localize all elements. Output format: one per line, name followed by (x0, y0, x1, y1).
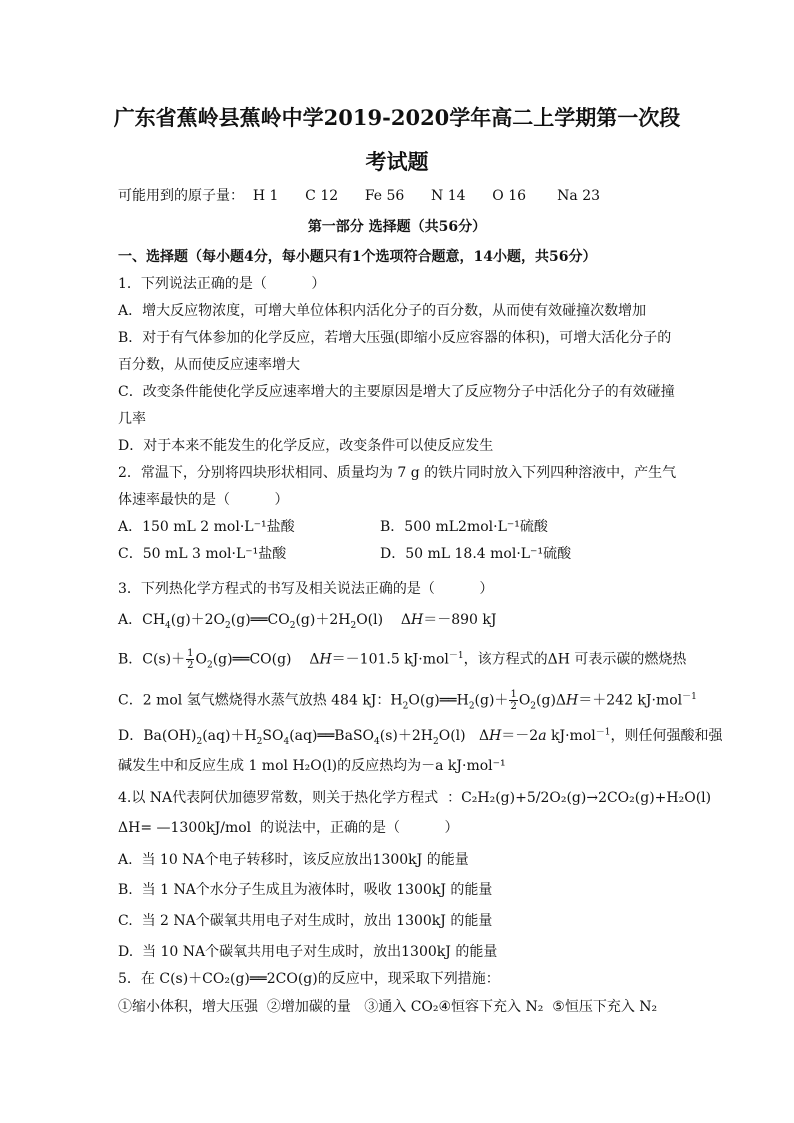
q1-option-b-line2: 百分数，从而使反应速率增大 (118, 357, 300, 373)
exam-title-line1: 广东省蕉岭县蕉岭中学2019-2020学年高二上学期第一次段 (113, 105, 681, 130)
q2-option-b: B．500 mL2mol·L⁻¹硫酸 (380, 519, 548, 535)
part-heading: 第一部分 选择题（共56分） (307, 219, 487, 235)
q4-option-b: B. 当 1 NA个水分子生成且为液体时，吸收 1300kJ 的能量 (118, 882, 493, 898)
q3-option-b-tail: ，该方程式的ΔH 可表示碳的燃烧热 (463, 651, 687, 668)
half-fraction: $\frac{1}{2}$ (510, 689, 517, 712)
q3-stem: 3．下列热化学方程式的书写及相关说法正确的是（ ） (118, 581, 494, 597)
q4-option-d: D. 当 10 NA个碳氧共用电子对生成时，放出1300kJ 的能量 (118, 944, 498, 960)
q2-option-a: A．150 mL 2 mol·L⁻¹盐酸 (118, 519, 295, 535)
q1-option-c-line1: C．改变条件能使化学反应速率增大的主要原因是增大了反应物分子中活化分子的有效碰撞 (118, 384, 675, 400)
q3-option-b: B．C(s)＋ $\frac{1}{2}$ $O_2(g)══CO(g)$ ΔH＝－101.5 kJ·mol$^{-1}$，该方程式的ΔH 可表示碳的燃烧热 (118, 648, 687, 671)
q2-option-c: C．50 mL 3 mol·L⁻¹盐酸 (118, 546, 287, 562)
q1-option-d: D．对于本来不能发生的化学反应，改变条件可以使反应发生 (118, 438, 494, 454)
q3-option-a: A．$CH_4(g)+2O_2(g)══CO_2(g)+2H_2O(l)$ ΔH＝－890 kJ (118, 612, 497, 631)
q4-option-a: A. 当 10 NA个电子转移时，该反应放出1300kJ 的能量 (118, 852, 469, 868)
q4-stem-line2: ΔH= —1300kJ/mol 的说法中，正确的是（ ） (118, 820, 459, 836)
section-heading: 一、选择题（每小题4分，每小题只有1个选项符合题意，14小题，共56分） (118, 249, 597, 265)
q1-option-a: A．增大反应物浓度，可增大单位体积内活化分子的百分数，从而使有效碰撞次数增加 (118, 303, 647, 319)
q5-options: ①缩小体积，增大压强 ②增加碳的量 ③通入 CO₂④恒容下充入 N₂ ⑤恒压下充入 N₂ (118, 999, 658, 1015)
q3-option-d-tail: ，则任何强酸和强 (610, 728, 723, 744)
q1-option-c-line2: 几率 (118, 411, 146, 427)
exam-title-line2: 考试题 (365, 149, 429, 174)
q1-option-b-line1: B．对于有气体参加的化学反应，若增大压强(即缩小反应容器的体积)，可增大活化分子的 (118, 330, 672, 346)
atomic-masses-line: 可能用到的原子量： H 1 C 12 Fe 56 N 14 O 16 Na 23 (118, 188, 601, 204)
q2-stem-line1: 2．常温下，分别将四块形状相同、质量均为 7 g 的铁片同时放入下列四种溶液中，产生气 (118, 465, 677, 481)
q3-option-d-line1: D．$Ba(OH)_2(aq)+H_2SO_4(aq)══BaSO_4(s)+2H_2O(l)$ ΔH＝－2a kJ·mol$^{-1}$，则任何强酸和强 (118, 727, 723, 747)
q4-stem-line1: 4.以 NA代表阿伏加德罗常数，则关于热化学方程式 ：C₂H₂(g)+5/2O₂(g)→2CO₂(g)+H₂O(l) (118, 790, 712, 806)
q1-stem: 1．下列说法正确的是（ ） (118, 276, 326, 292)
q5-stem: 5．在 C(s)＋CO₂(g)══2CO(g)的反应中，现采取下列措施： (118, 971, 500, 987)
q2-option-d: D．50 mL 18.4 mol·L⁻¹硫酸 (380, 546, 572, 562)
q3-option-c-prefix: C．2 mol 氢气燃烧得水蒸气放热 484 kJ： (118, 692, 391, 709)
q2-stem-line2: 体速率最快的是（ ） (118, 492, 289, 508)
half-fraction: $\frac{1}{2}$ (187, 648, 194, 671)
q3-option-c: C．2 mol 氢气燃烧得水蒸气放热 484 kJ：$H_2O(g)══H_2(g)+$ $\frac{1}{2}$ $O_2(g)\Delta H=+242$ kJ·mol$^{-1}$ (118, 689, 697, 712)
q4-option-c: C. 当 2 NA个碳氧共用电子对生成时，放出 1300kJ 的能量 (118, 913, 493, 929)
q3-option-d-line2: 碱发生中和反应生成 1 mol H₂O(l)的反应热均为－a kJ·mol⁻¹ (118, 758, 506, 774)
